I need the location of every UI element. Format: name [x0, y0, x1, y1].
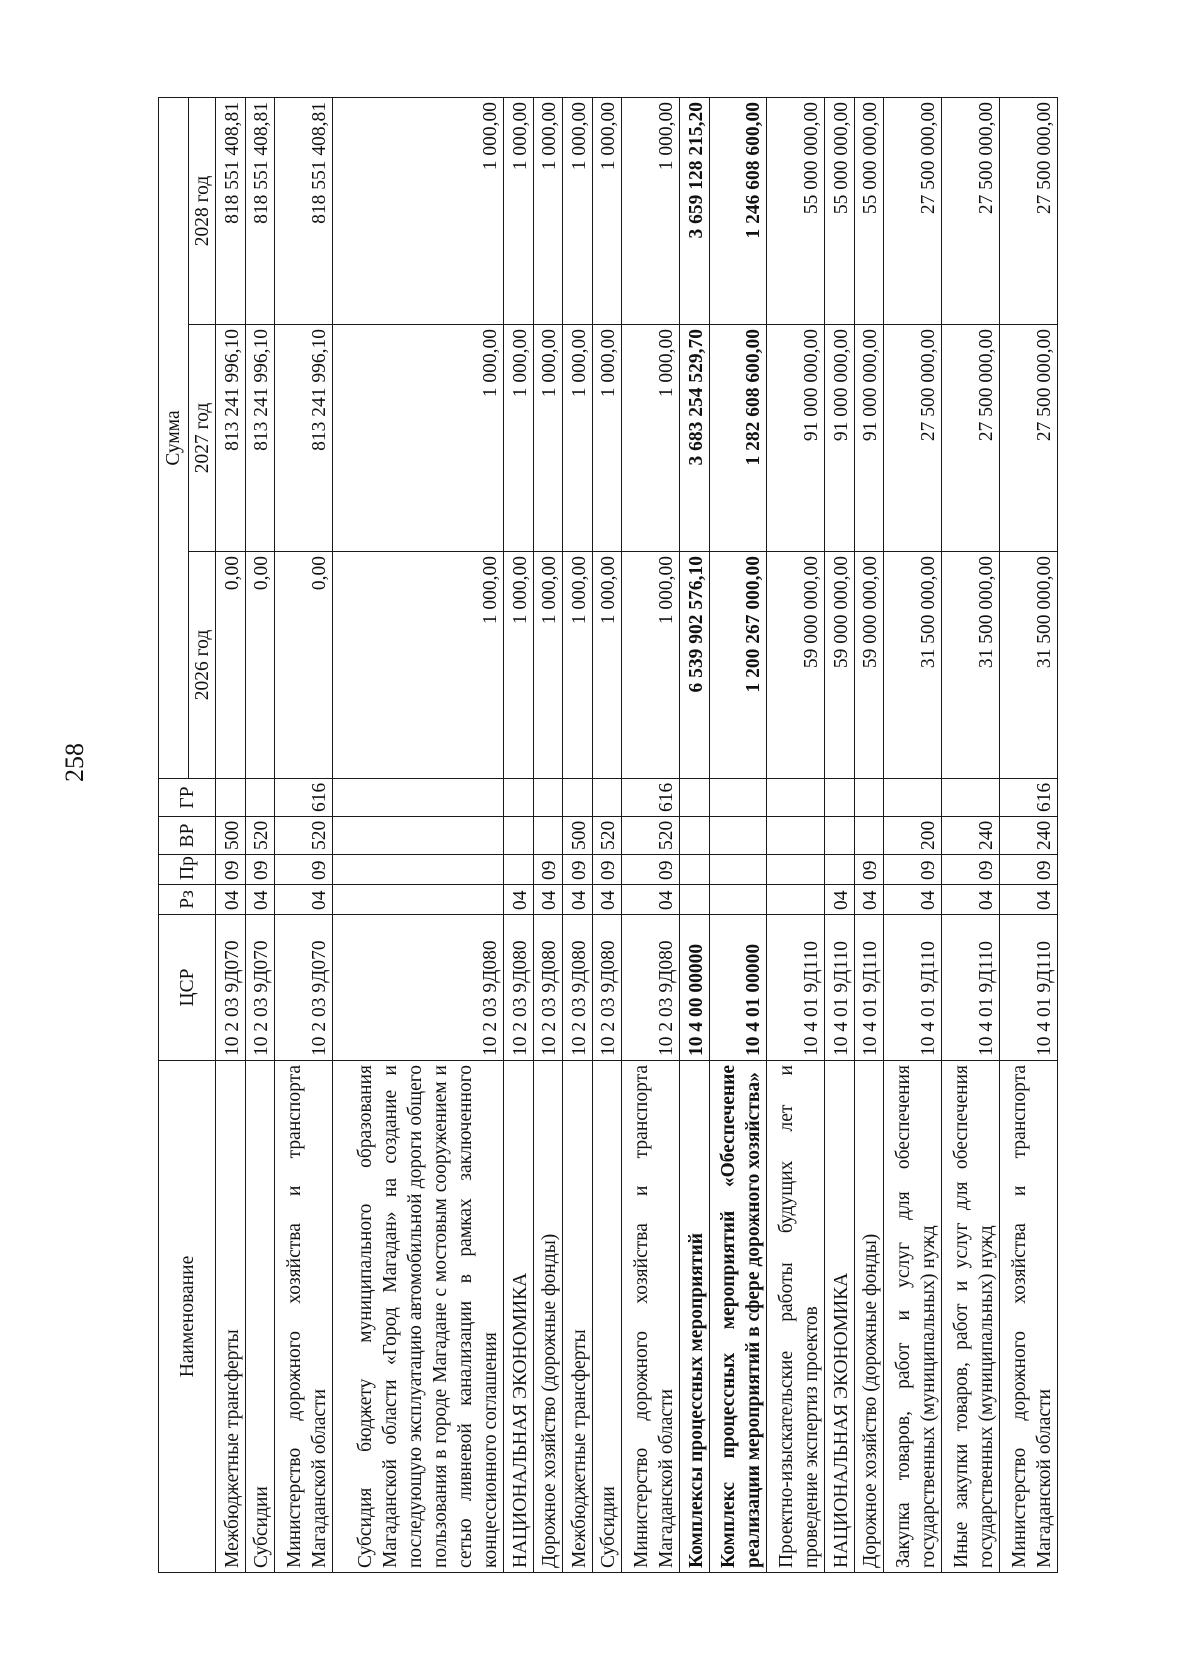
cell-pr: 09 — [622, 855, 680, 885]
cell-2027: 27 500 000,00 — [942, 325, 1000, 552]
cell-2028: 27 500 000,00 — [942, 98, 1000, 325]
cell-csr: 10 2 03 9Д070 — [245, 915, 275, 1061]
table-row — [825, 98, 855, 1573]
table-row — [275, 98, 333, 1573]
cell-vr: 520 — [275, 817, 333, 855]
cell-2028: 1 000,00 — [504, 98, 534, 325]
budget-table — [158, 97, 1058, 1573]
cell-2028: 818 551 408,81 — [216, 98, 246, 325]
cell-rz: 04 — [1000, 885, 1058, 915]
cell-2028: 1 000,00 — [563, 98, 593, 325]
cell-2026: 1 000,00 — [622, 552, 680, 779]
cell-csr: 10 2 03 9Д070 — [216, 915, 246, 1061]
cell-gr — [709, 779, 767, 817]
cell-rz: 04 — [884, 885, 942, 915]
table-row — [709, 98, 767, 1573]
cell-2026: 31 500 000,00 — [884, 552, 942, 779]
cell-2027: 813 241 996,10 — [275, 325, 333, 552]
cell-name: Межбюджетные трансферты — [216, 1061, 246, 1573]
cell-2027: 27 500 000,00 — [1000, 325, 1058, 552]
cell-2026: 0,00 — [245, 552, 275, 779]
table-row — [332, 98, 503, 1573]
cell-gr — [825, 779, 855, 817]
cell-gr — [533, 779, 563, 817]
cell-csr: 10 4 01 9Д110 — [884, 915, 942, 1061]
cell-rz: 04 — [216, 885, 246, 915]
table-row — [216, 98, 246, 1573]
cell-name: Министерство дорожного хозяйства и транспорта Магаданской области — [622, 1061, 680, 1573]
cell-2027: 1 000,00 — [332, 325, 503, 552]
cell-gr — [216, 779, 246, 817]
cell-pr — [504, 855, 534, 885]
cell-2028: 1 000,00 — [332, 98, 503, 325]
cell-csr: 10 4 00 00000 — [680, 915, 710, 1061]
cell-name: НАЦИОНАЛЬНАЯ ЭКОНОМИКА — [504, 1061, 534, 1573]
cell-csr: 10 2 03 9Д080 — [592, 915, 622, 1061]
cell-2028: 818 551 408,81 — [245, 98, 275, 325]
cell-2028: 55 000 000,00 — [825, 98, 855, 325]
cell-2027: 1 282 608 600,00 — [709, 325, 767, 552]
cell-2026: 1 000,00 — [563, 552, 593, 779]
cell-2027: 813 241 996,10 — [245, 325, 275, 552]
cell-rz: 04 — [275, 885, 333, 915]
table-row — [942, 98, 1000, 1573]
page-number: 258 — [60, 743, 89, 782]
cell-2027: 813 241 996,10 — [216, 325, 246, 552]
cell-gr — [680, 779, 710, 817]
cell-csr: 10 2 03 9Д080 — [533, 915, 563, 1061]
cell-2027: 3 683 254 529,70 — [680, 325, 710, 552]
cell-rz — [680, 885, 710, 915]
cell-2028: 55 000 000,00 — [854, 98, 884, 325]
cell-2027: 1 000,00 — [504, 325, 534, 552]
cell-csr: 10 2 03 9Д080 — [622, 915, 680, 1061]
cell-2026: 59 000 000,00 — [825, 552, 855, 779]
cell-2027: 91 000 000,00 — [767, 325, 825, 552]
cell-2026: 1 200 267 000,00 — [709, 552, 767, 779]
cell-rz — [332, 885, 503, 915]
cell-gr: 616 — [622, 779, 680, 817]
cell-pr — [332, 855, 503, 885]
cell-csr: 10 4 01 9Д110 — [825, 915, 855, 1061]
cell-2026: 0,00 — [216, 552, 246, 779]
cell-gr — [504, 779, 534, 817]
cell-pr — [709, 855, 767, 885]
cell-2026: 1 000,00 — [332, 552, 503, 779]
header-gr: ГР — [159, 779, 216, 817]
cell-pr — [825, 855, 855, 885]
header-pr: Пр — [159, 855, 216, 885]
cell-2028: 55 000 000,00 — [767, 98, 825, 325]
cell-gr — [767, 779, 825, 817]
table-row — [622, 98, 680, 1573]
table-body — [216, 98, 1058, 1573]
cell-csr: 10 2 03 9Д080 — [504, 915, 534, 1061]
cell-2028: 818 551 408,81 — [275, 98, 333, 325]
header-name: Наименование — [159, 1061, 216, 1573]
cell-2026: 1 000,00 — [592, 552, 622, 779]
cell-vr: 200 — [884, 817, 942, 855]
cell-2028: 1 000,00 — [592, 98, 622, 325]
cell-vr: 500 — [563, 817, 593, 855]
cell-2027: 1 000,00 — [592, 325, 622, 552]
cell-rz: 04 — [854, 885, 884, 915]
cell-rz: 04 — [533, 885, 563, 915]
cell-2028: 1 000,00 — [533, 98, 563, 325]
cell-csr: 10 4 01 00000 — [709, 915, 767, 1061]
cell-pr: 09 — [216, 855, 246, 885]
cell-2027: 91 000 000,00 — [825, 325, 855, 552]
cell-csr: 10 2 03 9Д080 — [332, 915, 503, 1061]
cell-name: Министерство дорожного хозяйства и транспорта Магаданской области — [275, 1061, 333, 1573]
table-row — [533, 98, 563, 1573]
cell-pr: 09 — [533, 855, 563, 885]
cell-vr — [332, 817, 503, 855]
header-vr: ВР — [159, 817, 216, 855]
cell-rz: 04 — [563, 885, 593, 915]
table-row — [680, 98, 710, 1573]
cell-name: Комплекс процессных мероприятий «Обеспечение реализации мероприятий в сфере дорожного хозяйства» — [709, 1061, 767, 1573]
cell-csr: 10 4 01 9Д110 — [1000, 915, 1058, 1061]
cell-gr — [854, 779, 884, 817]
header-rz: Рз — [159, 885, 216, 915]
cell-name: НАЦИОНАЛЬНАЯ ЭКОНОМИКА — [825, 1061, 855, 1573]
cell-gr — [332, 779, 503, 817]
cell-gr — [245, 779, 275, 817]
table-row — [767, 98, 825, 1573]
cell-pr — [680, 855, 710, 885]
cell-name: Субсидии — [592, 1061, 622, 1573]
cell-gr — [884, 779, 942, 817]
header-2027: 2027 год — [189, 325, 216, 552]
cell-pr: 09 — [275, 855, 333, 885]
header-2028: 2028 год — [189, 98, 216, 325]
cell-vr: 240 — [942, 817, 1000, 855]
rotated-table-wrapper — [158, 98, 1058, 1573]
cell-rz: 04 — [825, 885, 855, 915]
cell-rz — [767, 885, 825, 915]
header-csr: ЦСР — [159, 915, 216, 1061]
cell-vr — [504, 817, 534, 855]
cell-2026: 59 000 000,00 — [854, 552, 884, 779]
cell-pr: 09 — [563, 855, 593, 885]
cell-name: Закупка товаров, работ и услуг для обеспечения государственных (муниципальных) нужд — [884, 1061, 942, 1573]
cell-name: Межбюджетные трансферты — [563, 1061, 593, 1573]
cell-gr — [942, 779, 1000, 817]
cell-vr: 240 — [1000, 817, 1058, 855]
cell-pr — [767, 855, 825, 885]
cell-vr — [709, 817, 767, 855]
cell-name: Комплексы процессных мероприятий — [680, 1061, 710, 1573]
cell-2026: 6 539 902 576,10 — [680, 552, 710, 779]
table-row — [504, 98, 534, 1573]
cell-pr: 09 — [942, 855, 1000, 885]
table-row — [884, 98, 942, 1573]
cell-csr: 10 4 01 9Д110 — [854, 915, 884, 1061]
cell-name: Проектно-изыскательские работы будущих лет и проведение экспертиз проектов — [767, 1061, 825, 1573]
header-2026: 2026 год — [189, 552, 216, 779]
cell-rz: 04 — [622, 885, 680, 915]
table-row — [245, 98, 275, 1573]
cell-csr: 10 4 01 9Д110 — [942, 915, 1000, 1061]
cell-name: Субсидии — [245, 1061, 275, 1573]
cell-vr — [825, 817, 855, 855]
cell-pr: 09 — [245, 855, 275, 885]
cell-vr — [680, 817, 710, 855]
cell-name: Дорожное хозяйство (дорожные фонды) — [854, 1061, 884, 1573]
cell-pr: 09 — [854, 855, 884, 885]
table-row — [1000, 98, 1058, 1573]
cell-csr: 10 2 03 9Д070 — [275, 915, 333, 1061]
cell-name: Министерство дорожного хозяйства и транспорта Магаданской области — [1000, 1061, 1058, 1573]
cell-2028: 3 659 128 215,20 — [680, 98, 710, 325]
cell-name: Субсидия бюджету муниципального образования Магаданской области «Город Магадан» на создание и последующую эксплуатацию автомобильной дороги общего пользования в городе Магадане с мостовым сооружением и сетью ливневой канализации в рамках заключенного концессионного соглашения — [332, 1061, 503, 1573]
cell-gr — [592, 779, 622, 817]
cell-2028: 27 500 000,00 — [884, 98, 942, 325]
cell-name: Иные закупки товаров, работ и услуг для обеспечения государственных (муниципальных) нужд — [942, 1061, 1000, 1573]
cell-rz — [709, 885, 767, 915]
cell-pr: 09 — [1000, 855, 1058, 885]
cell-2027: 91 000 000,00 — [854, 325, 884, 552]
cell-2028: 27 500 000,00 — [1000, 98, 1058, 325]
cell-pr: 09 — [884, 855, 942, 885]
cell-vr: 520 — [592, 817, 622, 855]
cell-rz: 04 — [245, 885, 275, 915]
cell-2026: 0,00 — [275, 552, 333, 779]
cell-2026: 31 500 000,00 — [942, 552, 1000, 779]
cell-csr: 10 4 01 9Д110 — [767, 915, 825, 1061]
cell-name: Дорожное хозяйство (дорожные фонды) — [533, 1061, 563, 1573]
cell-2027: 1 000,00 — [622, 325, 680, 552]
cell-gr — [563, 779, 593, 817]
cell-vr — [854, 817, 884, 855]
cell-2027: 1 000,00 — [533, 325, 563, 552]
table-row — [563, 98, 593, 1573]
cell-rz: 04 — [942, 885, 1000, 915]
cell-2028: 1 246 608 600,00 — [709, 98, 767, 325]
cell-vr — [533, 817, 563, 855]
cell-2026: 1 000,00 — [504, 552, 534, 779]
cell-2027: 27 500 000,00 — [884, 325, 942, 552]
cell-2026: 59 000 000,00 — [767, 552, 825, 779]
cell-vr: 500 — [216, 817, 246, 855]
cell-vr — [767, 817, 825, 855]
table-row — [854, 98, 884, 1573]
cell-csr: 10 2 03 9Д080 — [563, 915, 593, 1061]
cell-pr: 09 — [592, 855, 622, 885]
cell-rz: 04 — [592, 885, 622, 915]
cell-gr: 616 — [275, 779, 333, 817]
cell-vr: 520 — [245, 817, 275, 855]
cell-vr: 520 — [622, 817, 680, 855]
cell-gr: 616 — [1000, 779, 1058, 817]
table-row — [592, 98, 622, 1573]
header-row-1 — [159, 98, 189, 1573]
cell-rz: 04 — [504, 885, 534, 915]
cell-2026: 1 000,00 — [533, 552, 563, 779]
cell-2028: 1 000,00 — [622, 98, 680, 325]
header-sum: Сумма — [159, 98, 189, 779]
cell-2027: 1 000,00 — [563, 325, 593, 552]
cell-2026: 31 500 000,00 — [1000, 552, 1058, 779]
